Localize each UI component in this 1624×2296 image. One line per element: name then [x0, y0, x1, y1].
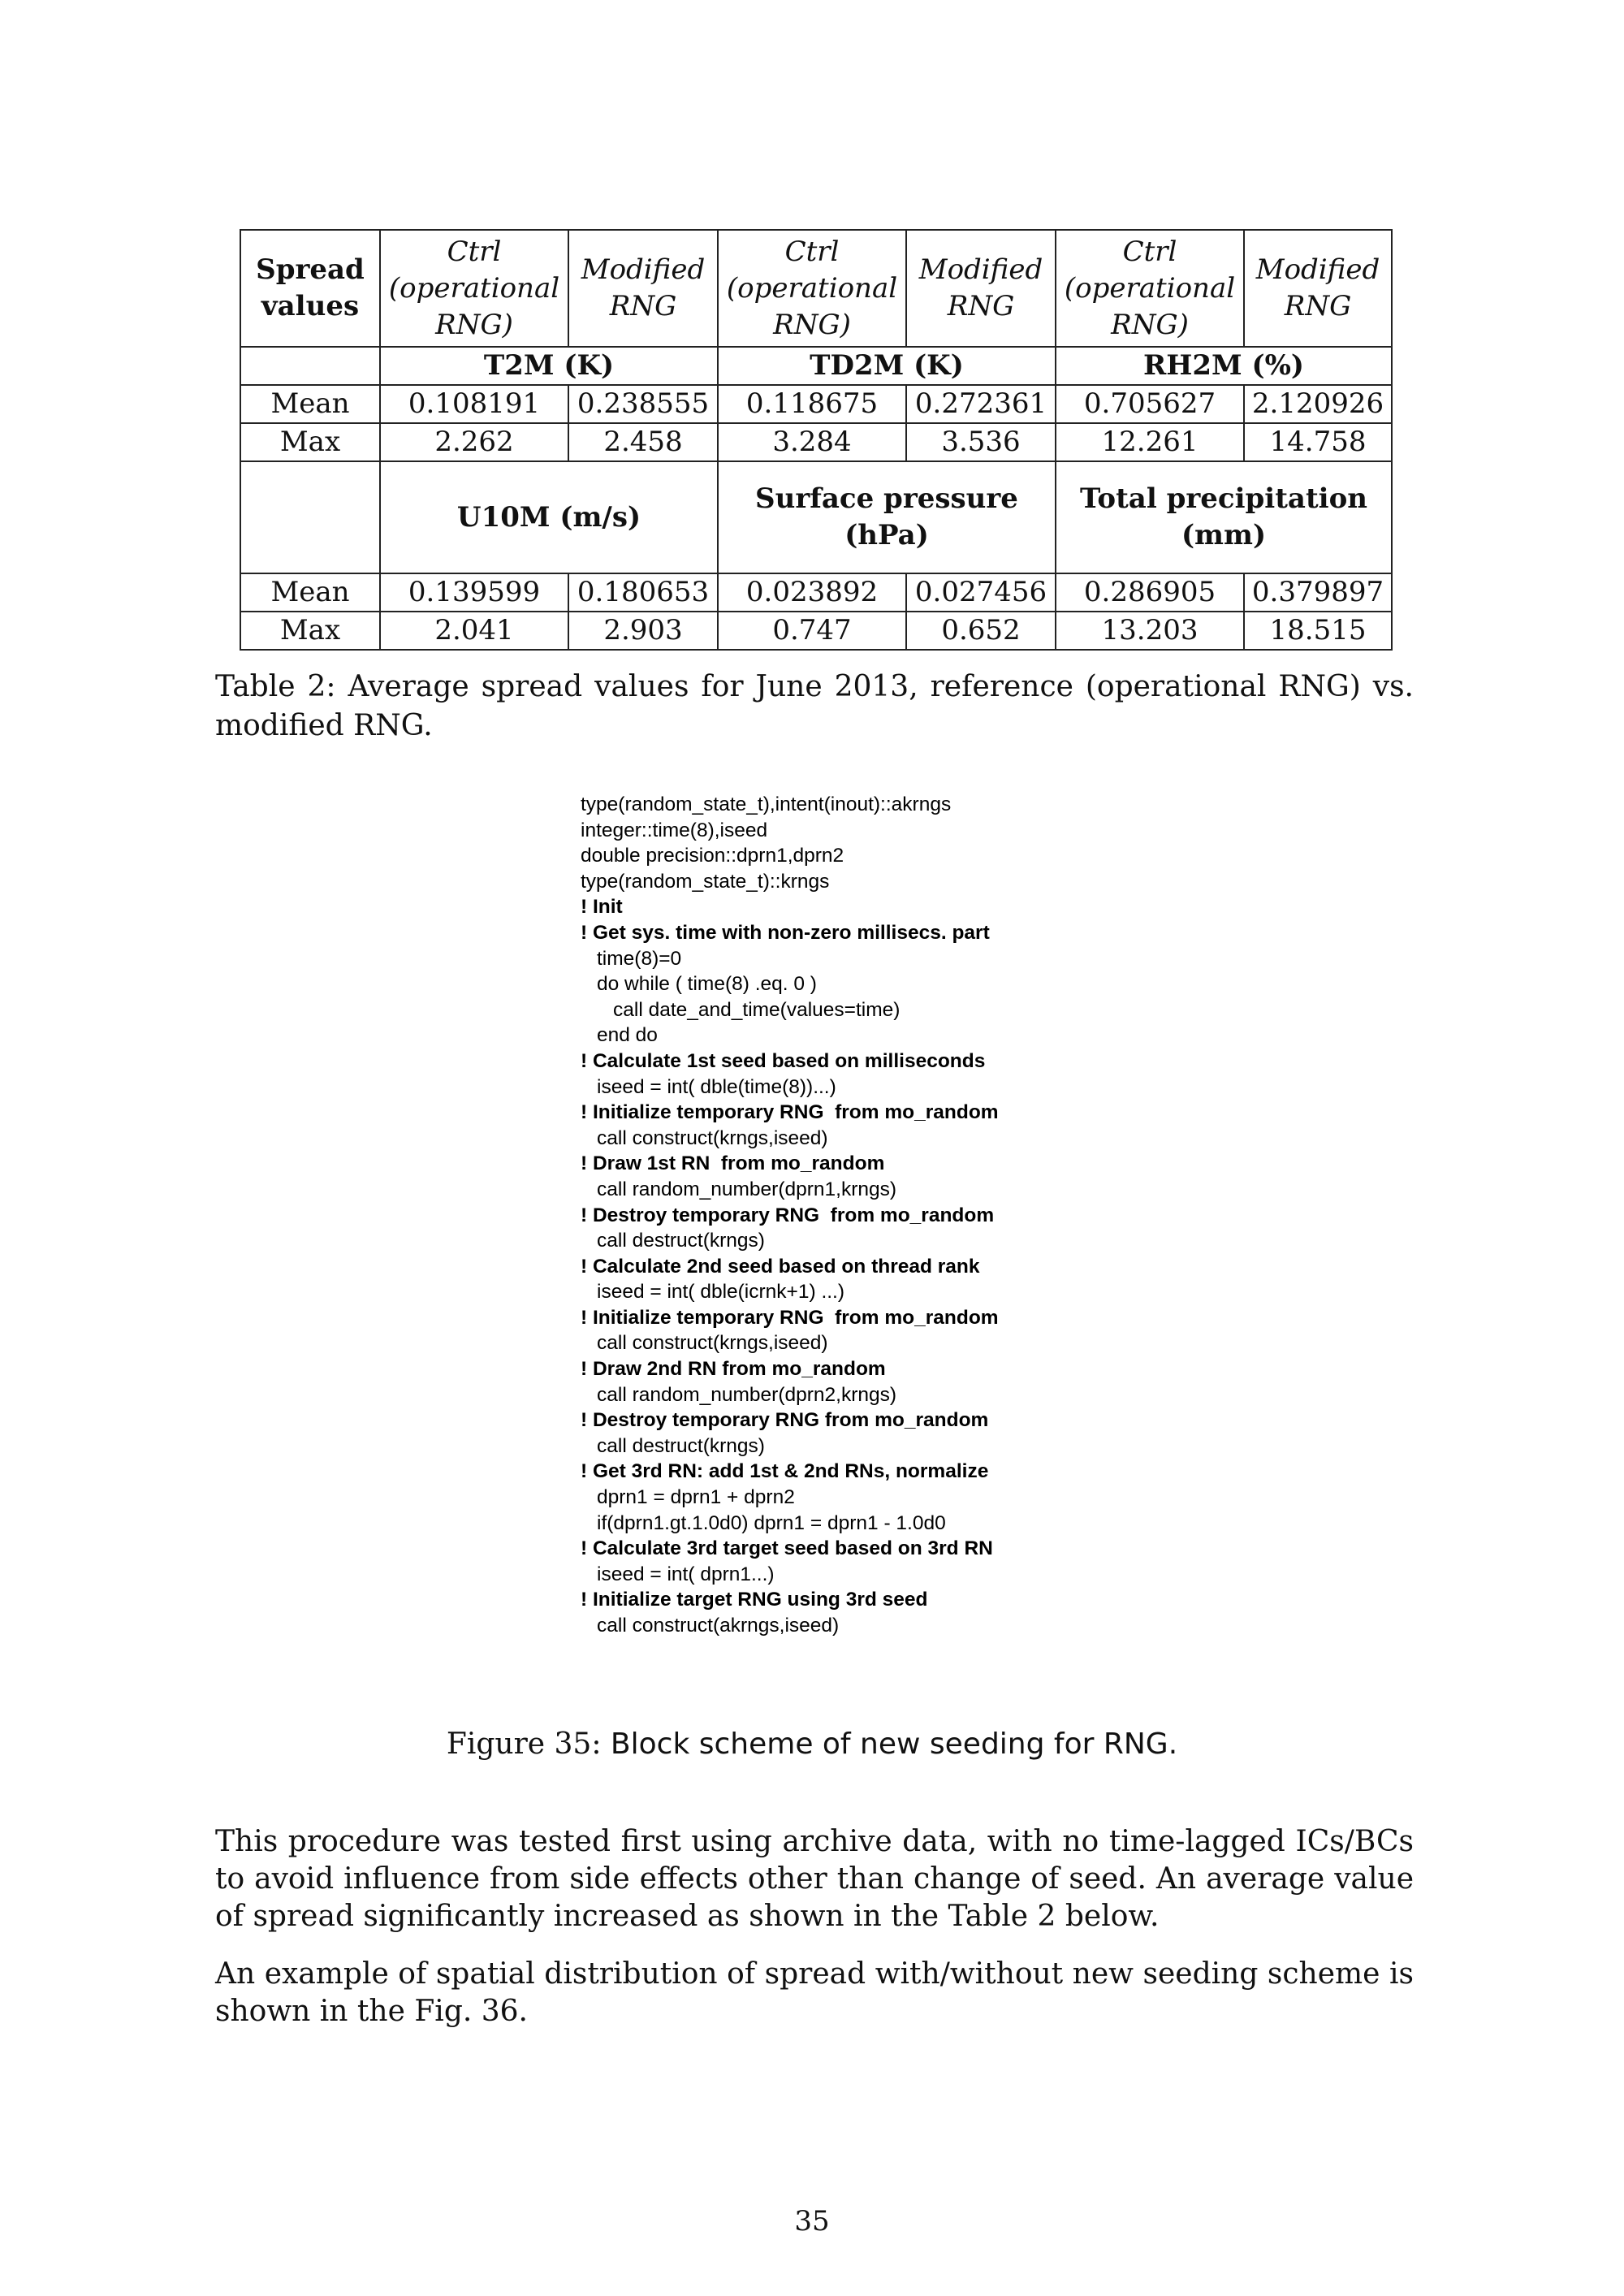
code-line: call destruct(krngs)	[597, 1230, 765, 1252]
table-cell: 0.238555	[568, 385, 718, 423]
col-header-mod-td2m: Modified RNG	[906, 230, 1056, 347]
group-label-rh2m: RH2M (%)	[1056, 347, 1392, 385]
table-cell: 0.027456	[906, 573, 1056, 612]
table-cell: 0.272361	[906, 385, 1056, 423]
code-comment-line: ! Calculate 3rd target seed based on 3rd RN	[581, 1537, 993, 1560]
table-row	[240, 385, 1392, 423]
code-comment-line: ! Destroy temporary RNG from mo_random	[581, 1204, 995, 1226]
table-cell: 12.261	[1056, 423, 1244, 461]
code-line: iseed = int( dprn1...)	[597, 1563, 775, 1585]
figure-caption	[0, 1727, 1624, 1761]
table-row	[240, 423, 1392, 461]
code-comment-line: ! Initialize temporary RNG from mo_random	[581, 1306, 999, 1329]
code-line: call random_number(dprn1,krngs)	[597, 1178, 897, 1200]
code-comment-line: ! Draw 2nd RN from mo_random	[581, 1358, 886, 1381]
code-comment-line: ! Initialize target RNG using 3rd seed	[581, 1589, 928, 1611]
seeding-code-figure	[581, 792, 1084, 1639]
code-line: if(dprn1.gt.1.0d0) dprn1 = dprn1 - 1.0d0	[597, 1511, 946, 1534]
body-paragraph-2: An example of spatial distribution of spread with/without new seeding scheme is shown in the Fig. 36.	[215, 1957, 1414, 2028]
code-line: type(random_state_t),intent(inout)::akrngs	[581, 793, 952, 815]
code-line: call construct(krngs,iseed)	[597, 1332, 828, 1355]
code-line: call date_and_time(values=time)	[613, 998, 901, 1021]
code-comment-line: ! Init	[581, 896, 623, 919]
table-cell: 2.903	[568, 612, 718, 650]
row-label: Mean	[240, 385, 380, 423]
table-row	[240, 612, 1392, 650]
table-cell: 3.284	[718, 423, 906, 461]
table-cell: 18.515	[1244, 612, 1392, 650]
group-label-surface-pressure: Surface pressure (hPa)	[718, 461, 1056, 573]
code-line: integer::time(8),iseed	[581, 819, 768, 841]
table-cell: 2.262	[380, 423, 568, 461]
table-cell: 0.180653	[568, 573, 718, 612]
table-cell: 0.705627	[1056, 385, 1244, 423]
table-cell: 3.536	[906, 423, 1056, 461]
group-label-td2m: TD2M (K)	[718, 347, 1056, 385]
group-label-t2m: T2M (K)	[380, 347, 718, 385]
code-line: time(8)=0	[597, 947, 682, 970]
table-cell: 14.758	[1244, 423, 1392, 461]
figure-caption-text: Block scheme of new seeding for RNG.	[610, 1727, 1178, 1761]
table-cell: 0.379897	[1244, 573, 1392, 612]
body-paragraph-1: This procedure was tested first using archive data, with no time-lagged ICs/BCs to avoid influence from side effects other than change of seed. An average value of spread significantly increased as shown in the Table 2 below.	[215, 1825, 1414, 1933]
row-label: Max	[240, 423, 380, 461]
table-header-row	[240, 230, 1392, 347]
group-row-1	[240, 347, 1392, 385]
code-line: call construct(krngs,iseed)	[597, 1126, 828, 1149]
table-cell: 0.023892	[718, 573, 906, 612]
table-cell: 0.652	[906, 612, 1056, 650]
table-row	[240, 573, 1392, 612]
col-header-ctrl-td2m: Ctrl (operational RNG)	[718, 230, 906, 347]
code-comment-line: ! Calculate 2nd seed based on thread rank	[581, 1255, 980, 1278]
code-comment-line: ! Calculate 1st seed based on milliseconds	[581, 1049, 986, 1072]
table-cell: 0.118675	[718, 385, 906, 423]
row-label: Max	[240, 612, 380, 650]
code-line: iseed = int( dble(icrnk+1) ...)	[597, 1281, 845, 1304]
spread-table	[240, 229, 1393, 651]
code-comment-line: ! Destroy temporary RNG from mo_random	[581, 1409, 989, 1432]
code-comment-line: ! Get sys. time with non-zero millisecs. part	[581, 921, 990, 944]
table-cell: 2.458	[568, 423, 718, 461]
table-cell: 0.747	[718, 612, 906, 650]
table-cell: 0.286905	[1056, 573, 1244, 612]
page-number: 35	[794, 2205, 830, 2238]
code-line: call construct(akrngs,iseed)	[597, 1615, 840, 1637]
group-row-2	[240, 461, 1392, 573]
code-line: double precision::dprn1,dprn2	[581, 845, 844, 867]
group-label-u10m: U10M (m/s)	[380, 461, 718, 573]
code-line: end do	[597, 1024, 658, 1047]
col-header-ctrl-rh2m: Ctrl (operational RNG)	[1056, 230, 1244, 347]
code-line: do while ( time(8) .eq. 0 )	[597, 973, 817, 996]
figure-label: Figure 35:	[446, 1727, 602, 1761]
code-line: call random_number(dprn2,krngs)	[597, 1383, 897, 1406]
code-comment-line: ! Get 3rd RN: add 1st & 2nd RNs, normalize	[581, 1460, 989, 1483]
table-caption: Table 2: Average spread values for June 2013, reference (operational RNG) vs. modified RNG.	[215, 670, 1414, 742]
group-label-total-precipitation: Total precipitation (mm)	[1056, 461, 1392, 573]
table-corner-header: Spread values	[240, 230, 380, 347]
col-header-mod-t2m: Modified RNG	[568, 230, 718, 347]
code-line: dprn1 = dprn1 + dprn2	[597, 1486, 795, 1509]
table-cell: 13.203	[1056, 612, 1244, 650]
code-line: call destruct(krngs)	[597, 1434, 765, 1457]
group-row-blank	[240, 461, 380, 573]
code-line: iseed = int( dble(time(8))...)	[597, 1075, 836, 1098]
table-cell: 2.041	[380, 612, 568, 650]
table-cell: 2.120926	[1244, 385, 1392, 423]
group-row-blank	[240, 347, 380, 385]
code-line: type(random_state_t)::krngs	[581, 870, 830, 893]
row-label: Mean	[240, 573, 380, 612]
code-comment-line: ! Initialize temporary RNG from mo_random	[581, 1101, 999, 1124]
table-cell: 0.108191	[380, 385, 568, 423]
table-cell: 0.139599	[380, 573, 568, 612]
code-comment-line: ! Draw 1st RN from mo_random	[581, 1152, 885, 1175]
col-header-ctrl-t2m: Ctrl (operational RNG)	[380, 230, 568, 347]
col-header-mod-rh2m: Modified RNG	[1244, 230, 1392, 347]
